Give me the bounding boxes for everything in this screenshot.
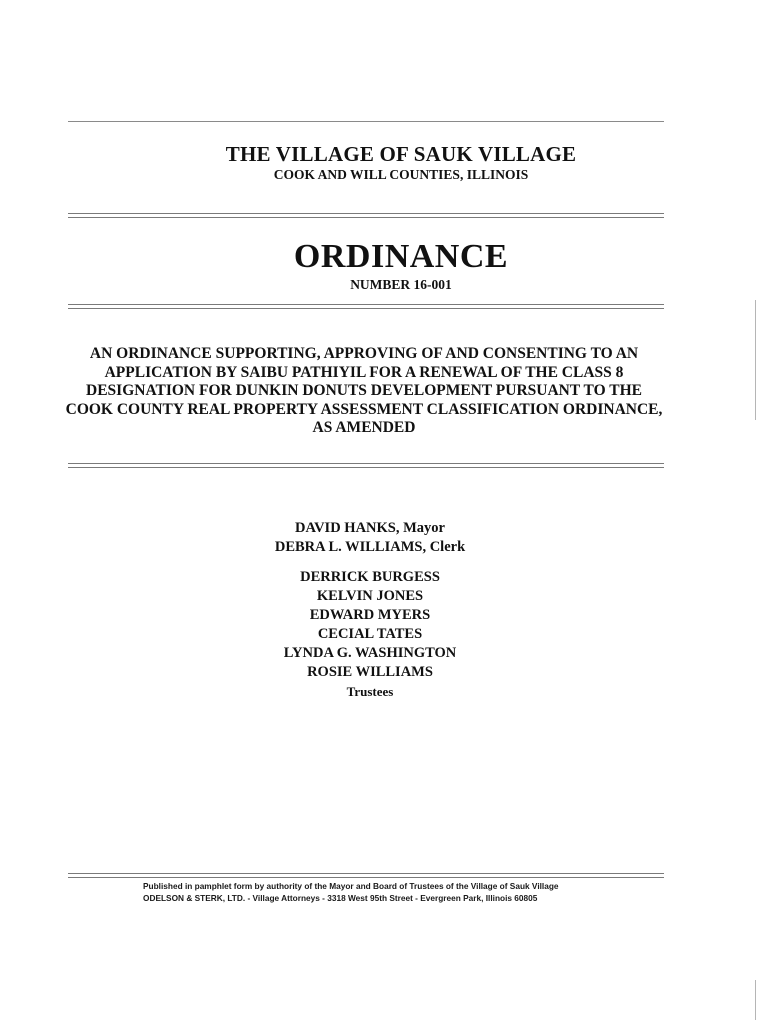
- village-counties: COOK AND WILL COUNTIES, ILLINOIS: [273, 167, 529, 182]
- footer-publication-note: Published in pamphlet form by authority of the Mayor and Board of Trustees of the Village of Sauk Village: [143, 881, 559, 891]
- trustee-name: ROSIE WILLIAMS: [307, 664, 433, 680]
- trustee-name: EDWARD MYERS: [309, 607, 431, 623]
- village-name: THE VILLAGE OF SAUK VILLAGE: [225, 142, 577, 166]
- top-rule: [68, 121, 664, 122]
- trustee-name: DERRICK BURGESS: [300, 569, 440, 585]
- trustee-name: KELVIN JONES: [316, 588, 424, 604]
- document-number: NUMBER 16-001: [350, 277, 452, 292]
- title-line: APPLICATION BY SAIBU PATHIYIL FOR A RENEWAL OF THE CLASS 8: [104, 363, 624, 381]
- ordinance-title: [0, 345, 728, 438]
- publication-footer: [143, 881, 559, 904]
- document-type: ORDINANCE: [293, 238, 509, 275]
- title-line: COOK COUNTY REAL PROPERTY ASSESSMENT CLASSIFICATION ORDINANCE,: [65, 400, 663, 418]
- mayor-name: DAVID HANKS, Mayor: [295, 520, 445, 536]
- title-line: AN ORDINANCE SUPPORTING, APPROVING OF AND CONSENTING TO AN: [89, 345, 639, 362]
- title-divider-bottom: [68, 463, 664, 468]
- trustee-name: CECIAL TATES: [317, 626, 423, 642]
- officials-gap: [0, 557, 740, 568]
- title-line: AS AMENDED: [312, 419, 416, 436]
- scan-edge-mark: [755, 980, 756, 1020]
- footer-divider: [68, 873, 664, 878]
- title-divider-top: [68, 304, 664, 309]
- header-divider: [68, 213, 664, 218]
- clerk-name: DEBRA L. WILLIAMS, Clerk: [274, 539, 466, 555]
- title-line: DESIGNATION FOR DUNKIN DONUTS DEVELOPMENT PURSUANT TO THE: [86, 382, 642, 399]
- scan-edge-mark: [755, 300, 756, 420]
- officials-list: [0, 519, 740, 701]
- footer-attorneys: ODELSON & STERK, LTD. - Village Attorneys - 3318 West 95th Street - Evergreen Park, Illinois 60805: [143, 892, 538, 903]
- trustees-label: Trustees: [346, 684, 394, 699]
- trustee-name: LYNDA G. WASHINGTON: [283, 645, 457, 661]
